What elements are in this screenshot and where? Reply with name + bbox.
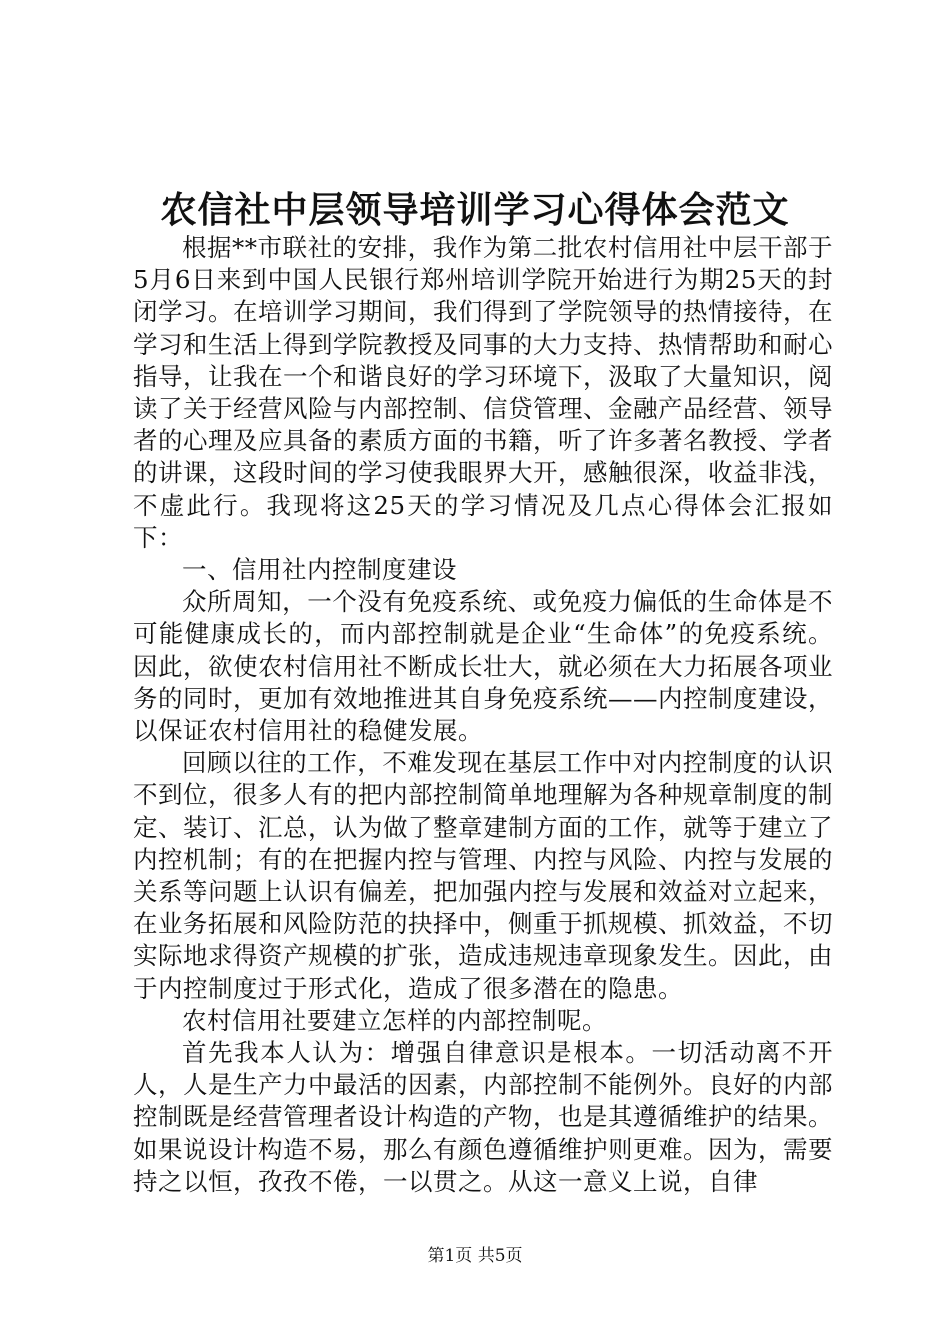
paragraph-intro: 根据**市联社的安排，我作为第二批农村信用社中层干部于5月6日来到中国人民银行郑州培训学院开始进行为期25天的封闭学习。在培训学习期间，我们得到了学院领导的热情接待，在学习和生活上得到学院教授及同事的大力支持、热情帮助和耐心指导，让我在一个和谐良好的学习环境下，汲取了大量知识，阅读了关于经营风险与内部控制、信贷管理、金融产品经营、领导者的心理及应具备的素质方面的书籍，听了许多著名教授、学者的讲课，这段时间的学习使我眼界大开，感触很深，收益非浅，不虚此行。我现将这25天的学习情况及几点心得体会汇报如下： xyxy=(133,233,833,552)
paragraph-review: 回顾以往的工作，不难发现在基层工作中对内控制度的认识不到位，很多人有的把内部控制简单地理解为各种规章制度的制定、装订、汇总，认为做了整章建制方面的工作，就等于建立了内控机制；有的在把握内控与管理、内控与风险、内控与发展的关系等问题上认识有偏差，把加强内控与发展和效益对立起来，在业务拓展和风险防范的抉择中，侧重于抓规模、抓效益，不切实际地求得资产规模的扩张，造成违规违章现象发生。因此，由于内控制度过于形式化，造成了很多潜在的隐患。 xyxy=(133,748,833,1003)
paragraph-question: 农村信用社要建立怎样的内部控制呢。 xyxy=(182,1005,607,1035)
page-footer: 第1页 共5页 xyxy=(427,1246,523,1266)
document-title: 农信社中层领导培训学习心得体会范文 xyxy=(160,189,790,231)
paragraph-immune-system: 众所周知，一个没有免疫系统、或免疫力偏低的生命体是不可能健康成长的，而内部控制就是企业“生命体”的免疫系统。因此，欲使农村信用社不断成长壮大，就必须在大力拓展各项业务的同时，更加有效地推进其自身免疫系统——内控制度建设，以保证农村信用社的稳健发展。 xyxy=(133,587,833,746)
section-heading: 一、信用社内控制度建设 xyxy=(182,555,457,585)
paragraph-self-discipline: 首先我本人认为：增强自律意识是根本。一切活动离不开人，人是生产力中最活的因素，内部控制不能例外。良好的内部控制既是经营管理者设计构造的产物，也是其遵循维护的结果。如果说设计构造不易，那么有颜色遵循维护则更难。因为，需要持之以恒，孜孜不倦，一以贯之。从这一意义上说，自律 xyxy=(133,1038,833,1196)
document-body xyxy=(133,232,833,1198)
